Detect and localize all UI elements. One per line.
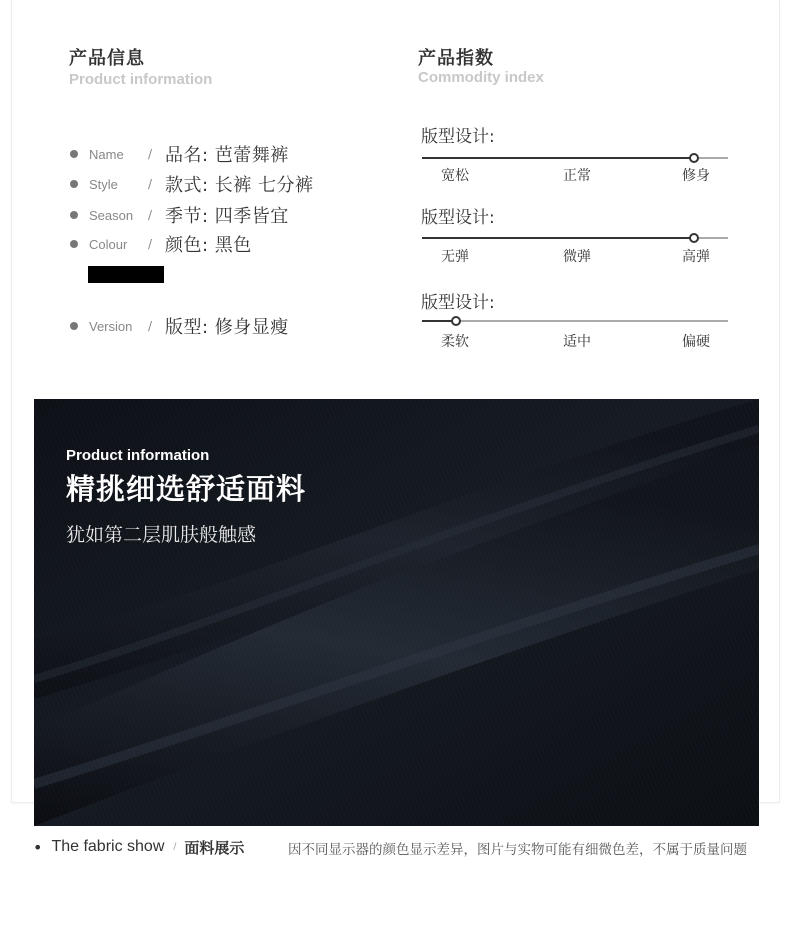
scale-track (422, 157, 728, 159)
commodity-index-subtitle: Commodity index (418, 69, 544, 86)
scale-label-mid: 正常 (563, 168, 591, 184)
scale-title: 版型设计: (421, 127, 495, 147)
attr-row-name (70, 142, 289, 166)
attr-value-cn: 版型: 修身显瘦 (165, 317, 289, 338)
commodity-index-title: 产品指数 (418, 48, 494, 69)
scale-label-low: 宽松 (441, 168, 469, 184)
scale-label-low: 无弹 (441, 249, 469, 265)
color-swatch (88, 266, 164, 283)
scale-label-high: 偏硬 (682, 334, 710, 350)
fabric-photo (34, 399, 759, 826)
bullet-dot (70, 150, 78, 158)
attr-row-style (70, 172, 314, 196)
bullet-dot (70, 322, 78, 330)
scale-fill (422, 157, 694, 159)
attr-row-version (70, 314, 289, 338)
color-disclaimer: 因不同显示器的颜色显示差异，图片与实物可能有细微色差，不属于质量问题 (288, 842, 747, 858)
product-info-title: 产品信息 (69, 48, 145, 69)
fabric-caption (33, 836, 244, 858)
bullet-dot (70, 180, 78, 188)
fabric-title-en: Product information (66, 447, 210, 464)
caption-slash: / (173, 842, 177, 852)
scale-indicator (689, 233, 699, 243)
attr-row-season (70, 203, 289, 227)
caption-cn: 面料展示 (184, 838, 245, 857)
scale-track (422, 320, 728, 322)
fabric-title-cn: 精挑细选舒适面料 (66, 472, 307, 506)
scale-label-high: 修身 (682, 168, 710, 184)
scale-title: 版型设计: (421, 293, 495, 313)
attr-label-en: Style (89, 176, 118, 192)
attr-label-en: Name (89, 146, 124, 162)
scale-track (422, 237, 728, 239)
scale-indicator (451, 316, 461, 326)
scale-label-mid: 微弹 (563, 249, 591, 265)
attr-value-cn: 季节: 四季皆宜 (165, 206, 289, 227)
attr-slash: / (148, 319, 153, 333)
scale-indicator (689, 153, 699, 163)
scale-label-high: 高弹 (682, 249, 710, 265)
fabric-subtitle: 犹如第二层肌肤般触感 (66, 524, 257, 546)
scale-fill (422, 237, 694, 239)
attr-row-colour (70, 232, 252, 256)
attr-label-en: Season (89, 207, 134, 223)
attr-label-en: Version (89, 318, 133, 334)
scale-title: 版型设计: (421, 208, 495, 228)
caption-en: The fabric show (51, 838, 165, 855)
attr-slash: / (148, 208, 153, 222)
attr-value-cn: 款式: 长裤 七分裤 (165, 175, 314, 196)
scale-label-low: 柔软 (441, 334, 469, 350)
product-info-subtitle: Product information (69, 71, 213, 88)
attr-label-en: Colour (89, 236, 128, 252)
attr-value-cn: 颜色: 黑色 (165, 235, 252, 256)
attr-value-cn: 品名: 芭蕾舞裤 (165, 145, 289, 166)
attr-slash: / (148, 177, 153, 191)
scale-label-mid: 适中 (563, 334, 591, 350)
bullet-dot (70, 211, 78, 219)
attr-slash: / (148, 147, 153, 161)
attr-slash: / (148, 237, 153, 251)
caption-bullet: • (33, 837, 43, 857)
bullet-dot (70, 240, 78, 248)
